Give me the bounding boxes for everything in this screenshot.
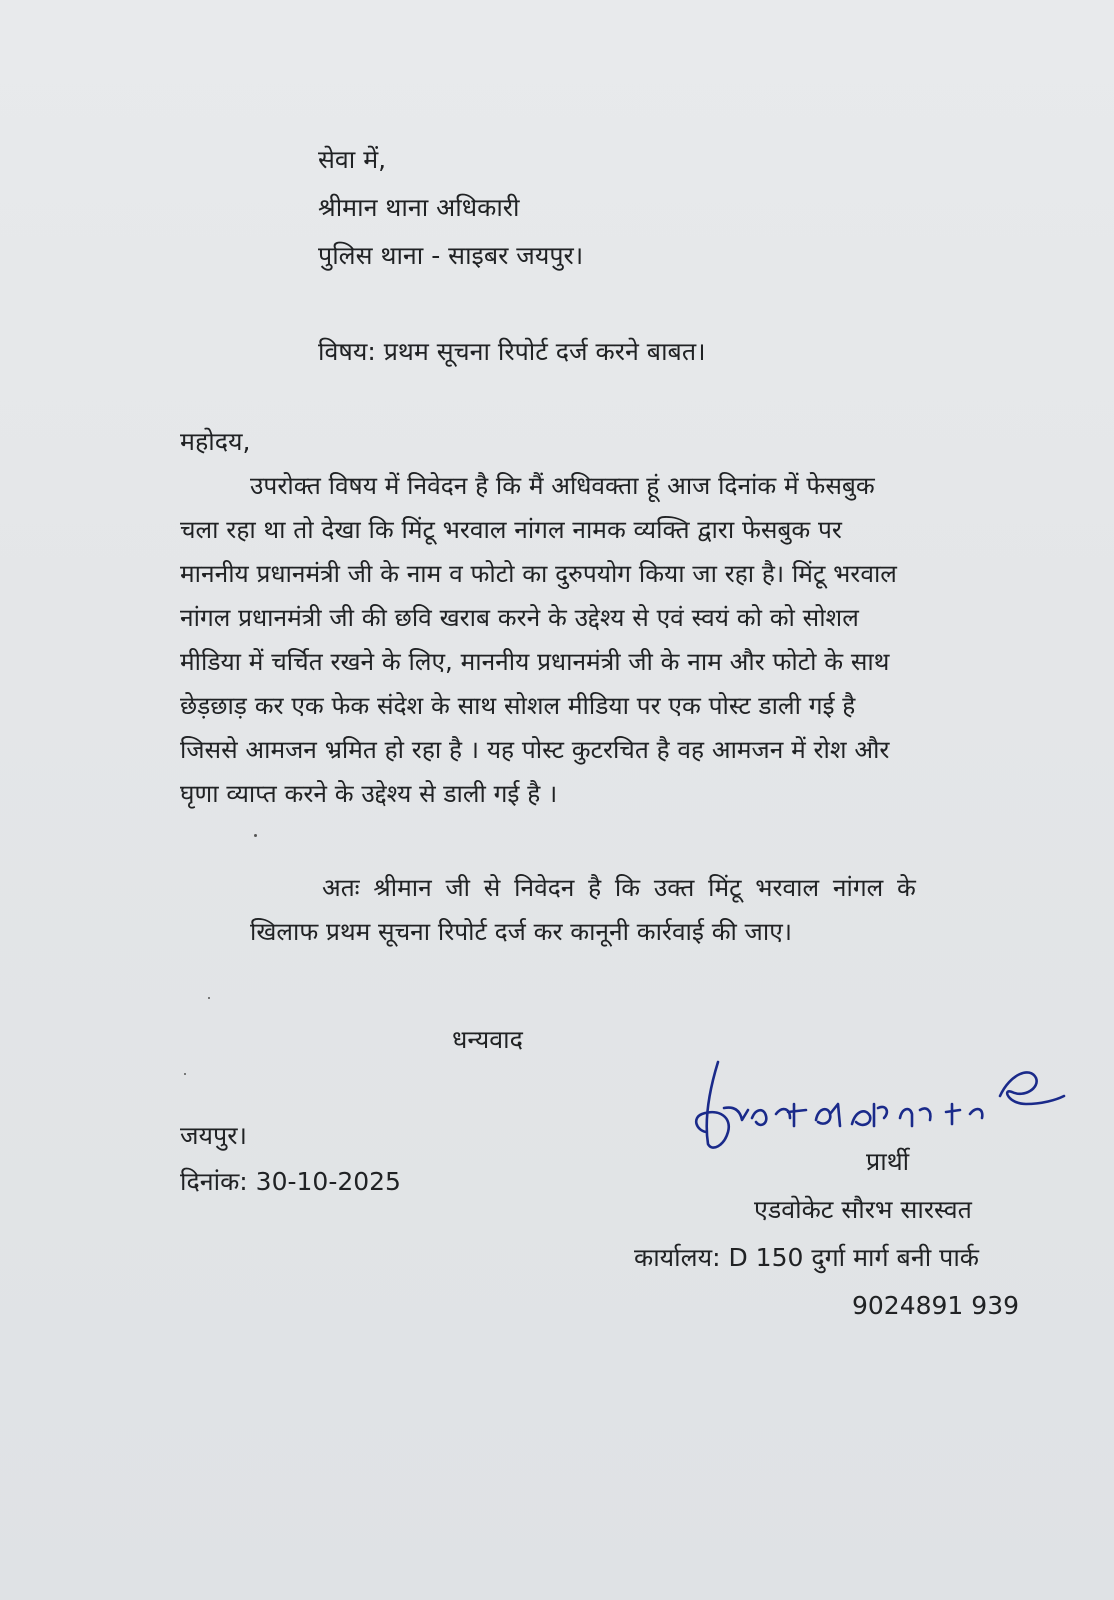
body-line-4: नांगल प्रधानमंत्री जी की छवि खराब करने के उद्देश्य से एवं स्वयं को को सोशल <box>180 603 859 632</box>
signatory-office: कार्यालय: D 150 दुर्गा मार्ग बनी पार्क <box>634 1243 979 1272</box>
body-line-7: जिससे आमजन भ्रमित हो रहा है । यह पोस्ट कुटरचित है वह आमजन में रोश और <box>180 735 890 764</box>
paper-speck <box>254 834 257 837</box>
signatory-phone: 9024891 939 <box>852 1291 1020 1320</box>
paper-speck <box>208 997 210 999</box>
address-recipient: श्रीमान थाना अधिकारी <box>318 193 520 222</box>
date-line: दिनांक: 30-10-2025 <box>180 1167 401 1196</box>
address-station: पुलिस थाना - साइबर जयपुर। <box>318 241 584 270</box>
address-salutation: सेवा में, <box>318 145 387 174</box>
letter-subject: विषय: प्रथम सूचना रिपोर्ट दर्ज करने बाबत। <box>318 337 706 366</box>
body-line-1: उपरोक्त विषय में निवेदन है कि मैं अधिवक्ता हूं आज दिनांक में फेसबुक <box>250 471 875 500</box>
thanks-line: धन्यवाद <box>452 1025 523 1054</box>
signatory-role: प्रार्थी <box>866 1147 910 1176</box>
body-line-8: घृणा व्याप्त करने के उद्देश्य से डाली गई है । <box>180 779 558 808</box>
paper-speck <box>184 1073 186 1075</box>
place-line: जयपुर। <box>180 1121 247 1150</box>
body-line-6: छेड़छाड़ कर एक फेक संदेश के साथ सोशल मीडिया पर एक पोस्ट डाली गई है <box>180 691 856 720</box>
letter-greeting: महोदय, <box>180 427 251 456</box>
body-line-5: मीडिया में चर्चित रखने के लिए, माननीय प्रधानमंत्री जी के नाम और फोटो के साथ <box>180 647 890 676</box>
body-line-2: चला रहा था तो देखा कि मिंटू भरवाल नांगल नामक व्यक्ति द्वारा फेसबुक पर <box>180 515 842 544</box>
body-line-3: माननीय प्रधानमंत्री जी के नाम व फोटो का दुरुपयोग किया जा रहा है। मिंटू भरवाल <box>180 559 897 588</box>
signatory-name: एडवोकेट सौरभ सारस्वत <box>754 1195 972 1224</box>
request-line-1: अतः श्रीमान जी से निवेदन है कि उक्त मिंटू भरवाल नांगल के <box>322 873 916 902</box>
request-line-2: खिलाफ प्रथम सूचना रिपोर्ट दर्ज कर कानूनी कार्रवाई की जाए। <box>250 917 793 946</box>
